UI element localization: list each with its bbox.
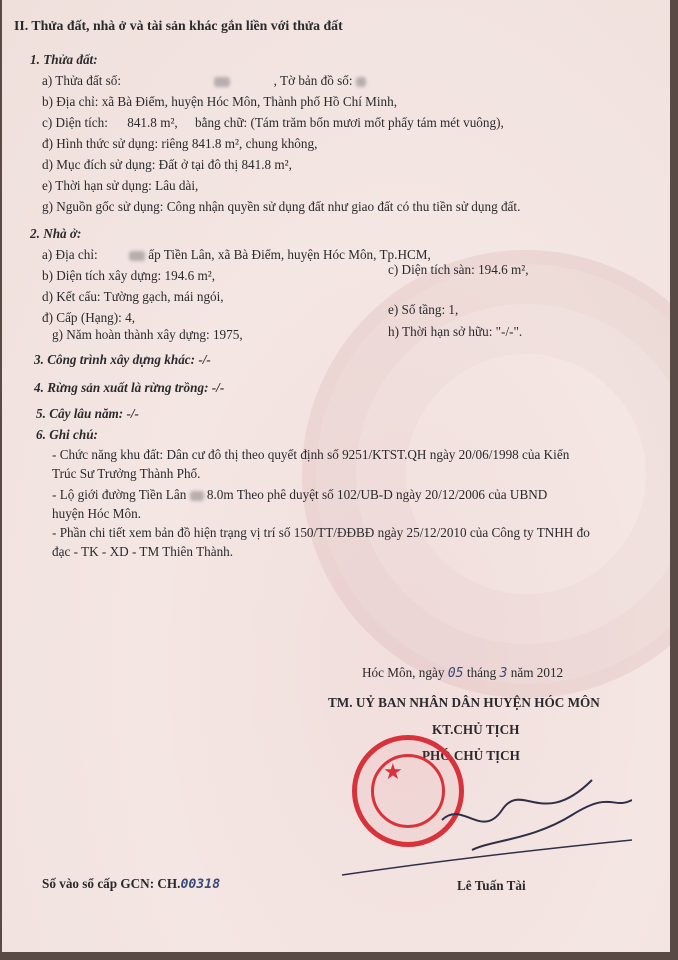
certificate-page [2, 0, 670, 952]
map-sheet-label: , Tờ bản đồ số: [273, 73, 353, 88]
other-construction: 3. Công trình xây dựng khác: -/- [34, 352, 211, 367]
usage-term: e) Thời hạn sử dụng: Lâu dài, [42, 178, 199, 193]
ownership-term: h) Thời hạn sở hữu: "-/-". [388, 324, 523, 339]
parcel-number-label: a) Thửa đất số: [42, 73, 122, 88]
house-address-value: ấp Tiền Lân, xã Bà Điểm, huyện Hóc Môn, Tp.HCM, [148, 247, 431, 262]
usage-form: đ) Hình thức sử dụng: riêng 841.8 m², chung không, [42, 136, 318, 151]
house-address-label: a) Địa chỉ: [42, 247, 98, 262]
usage-purpose: d) Mục đích sử dụng: Đất ở tại đô thị 841.8 m², [42, 157, 292, 172]
place-date: Hóc Môn, ngày 05 tháng 3 năm 2012 [362, 665, 564, 681]
note-line: - Lộ giới đường Tiền Lân 8.0m Theo phê duyệt số 102/UB-D ngày 20/12/2006 của UBND [52, 487, 548, 502]
floor-area: c) Diện tích sàn: 194.6 m², [388, 262, 529, 277]
registry-number: Số vào sổ cấp GCN: CH.00318 [42, 876, 221, 892]
land-area-words: bằng chữ: (Tám trăm bốn mươi mốt phẩy tám mét vuông), [195, 115, 504, 130]
note-line: đạc - TK - XD - TM Thiên Thành. [52, 544, 234, 559]
floor-count: e) Số tầng: 1, [388, 302, 459, 317]
signer-title-2: PHÓ CHỦ TỊCH [422, 748, 520, 763]
land-title: 1. Thửa đất: [30, 52, 98, 67]
note-line: - Chức năng khu đất: Dân cư đô thị theo quyết định số 9251/KTST.QH ngày 20/06/1998 của Kiến [52, 447, 570, 462]
official-red-seal: ★ [352, 735, 464, 847]
planted-forest: 4. Rừng sản xuất là rừng trồng: -/- [34, 380, 225, 395]
house-title: 2. Nhà ở: [30, 226, 82, 241]
notes-title: 6. Ghi chú: [36, 427, 98, 442]
building-area: b) Diện tích xây dựng: 194.6 m², [42, 268, 215, 283]
land-area-value: 841.8 m², [127, 115, 178, 130]
land-parcel-row [42, 73, 366, 89]
land-area-label: c) Diện tích: [42, 115, 108, 130]
section-heading: II. Thửa đất, nhà ở và tài sản khác gắn liền với thửa đất [14, 18, 343, 33]
completion-year: g) Năm hoàn thành xây dựng: 1975, [52, 327, 243, 342]
redacted-map-sheet [356, 77, 366, 87]
land-area-row [42, 115, 504, 131]
usage-origin: g) Nguồn gốc sử dụng: Công nhận quyền sử dụng đất như giao đất có thu tiền sử dụng đất. [42, 199, 521, 214]
note-line: Trúc Sư Trưởng Thành Phố. [52, 466, 201, 481]
house-address-row [42, 247, 431, 263]
background-emblem-watermark [302, 250, 670, 698]
structure: d) Kết cấu: Tường gạch, mái ngói, [42, 289, 224, 304]
signer-title-1: KT.CHỦ TỊCH [432, 722, 520, 737]
handwritten-signature [332, 770, 632, 880]
signer-name: Lê Tuấn Tài [457, 878, 526, 893]
redacted-parcel [214, 77, 230, 87]
building-grade: đ) Cấp (Hạng): 4, [42, 310, 136, 325]
redacted-road [190, 491, 204, 501]
note-line: - Phần chi tiết xem bản đồ hiện trạng vị trí số 150/TT/ĐĐBĐ ngày 25/12/2010 của Công ty TNHH đo [52, 525, 590, 540]
issuing-authority: TM. UỶ BAN NHÂN DÂN HUYỆN HÓC MÔN [328, 695, 600, 710]
redacted-house-number [129, 251, 145, 261]
land-address: b) Địa chỉ: xã Bà Điểm, huyện Hóc Môn, Thành phố Hồ Chí Minh, [42, 94, 398, 109]
perennial-trees: 5. Cây lâu năm: -/- [36, 406, 139, 421]
note-line: huyện Hóc Môn. [52, 506, 142, 521]
